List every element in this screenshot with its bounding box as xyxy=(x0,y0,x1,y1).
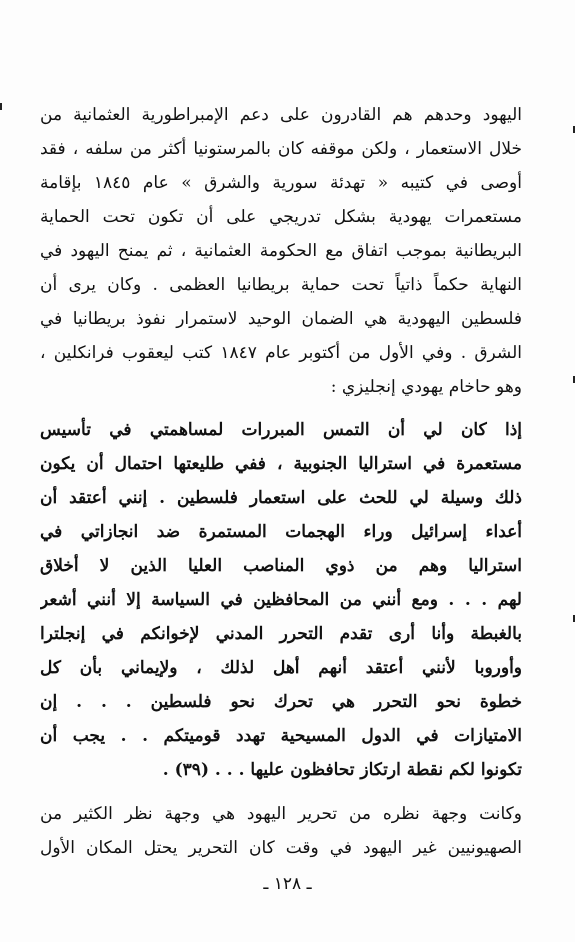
quote-line: خطوة نحو التحرر هي تحرك نحو فلسطين . . . إن xyxy=(40,692,522,712)
quote-line: إذا كان لي أن التمس المبررات لمساهمتي في تأسيس xyxy=(40,420,522,440)
paragraph-2-line: الصهيونيين غير اليهود في وقت كان التحرير يحتل المكان الأول xyxy=(40,838,522,858)
paragraph-1-line: البريطانية بموجب اتفاق مع الحكومة العثمانية ، ثم يمنح اليهود في xyxy=(40,241,522,261)
quote-line: أعداء إسرائيل وراء الهجمات المستمرة ضد انجازاتي في xyxy=(40,522,522,542)
quote-line: وأوروبا لأنني أعتقد أنهم أهل لذلك ، ولإيماني بأن كل xyxy=(40,658,522,678)
paragraph-1 xyxy=(40,98,522,404)
quote-line: الامتيازات في الدول المسيحية تهدد قوميتكم . . يجب أن xyxy=(40,726,522,746)
quote-line: تكونوا لكم نقطة ارتكاز تحافظون عليها . . . (٣٩) . xyxy=(162,760,522,780)
quote-line: ذلك وسيلة لي للحث على استعمار فلسطين . إنني أعتقد أن xyxy=(40,488,522,508)
paragraph-1-line: خلال الاستعمار ، ولكن موقفه كان بالمرستونيا أكثر من سلفه ، فقد xyxy=(40,139,522,159)
paragraph-1-line: النهاية حكماً ذاتياً تحت حماية بريطانيا العظمى . وكان يرى أن xyxy=(40,275,522,295)
quote-line: بالغبطة وأنا أرى تقدم التحرر المدني لإخوانكم في إنجلترا xyxy=(40,624,522,644)
page-number: ـ ١٢٨ ـ xyxy=(263,874,312,894)
paragraph-2-line: وكانت وجهة نظره من تحرير اليهود هي وجهة نظر الكثير من xyxy=(40,804,522,824)
left-edge-mark xyxy=(0,103,2,110)
paragraph-1-line: أوصى في كتيبه « تهدئة سورية والشرق » عام ١٨٤٥ بإقامة xyxy=(40,173,522,193)
block-quote xyxy=(40,413,522,787)
quote-line: استراليا وهم من ذوي المناصب العليا الذين لا أخلاق xyxy=(40,556,522,576)
quote-line: لهم . . . ومع أنني من المحافظين في السياسة إلا أنني أشعر xyxy=(40,590,522,610)
paragraph-1-line: الشرق . وفي الأول من أكتوبر عام ١٨٤٧ كتب ليعقوب فرانكلين ، xyxy=(40,343,522,363)
paragraph-1-line: وهو حاخام يهودي إنجليزي : xyxy=(330,377,522,397)
paragraph-1-line: مستعمرات يهودية بشكل تدريجي على أن تكون تحت الحماية xyxy=(40,207,522,227)
quote-line: مستعمرة في استراليا الجنوبية ، ففي طليعتها احتمال أن يكون xyxy=(40,454,522,474)
paragraph-2 xyxy=(40,797,522,865)
paragraph-1-line: فلسطين اليهودية هي الضمان الوحيد لاستمرار نفوذ بريطانيا في xyxy=(40,309,522,329)
paragraph-1-line: اليهود وحدهم هم القادرون على دعم الإمبراطورية العثمانية من xyxy=(40,105,522,125)
